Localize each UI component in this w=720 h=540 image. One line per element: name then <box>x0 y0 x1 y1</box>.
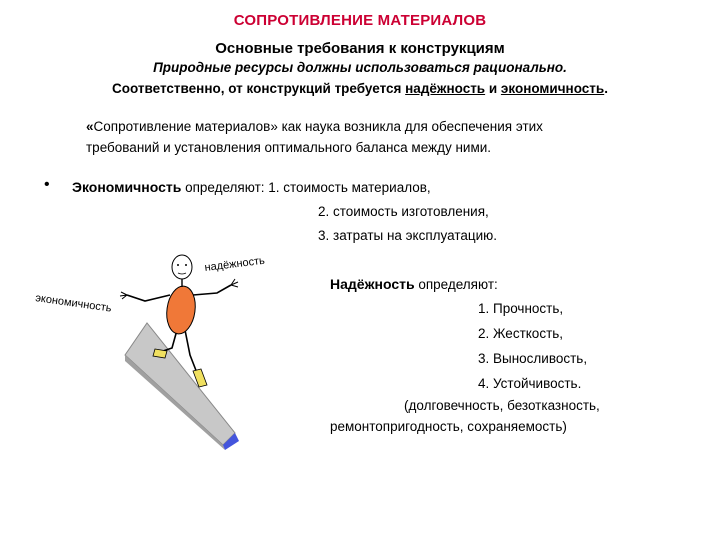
plank-top <box>125 323 235 445</box>
label-economy: экономичность <box>34 292 113 315</box>
right-hand <box>231 279 238 287</box>
body <box>164 284 198 335</box>
economy-item-3: 3. затраты на эксплуатацию. <box>318 228 498 243</box>
economy-definer: определяют: <box>181 180 265 195</box>
quote-mark: « <box>86 119 94 134</box>
slide-subtitle: Основные требования к конструкциям <box>215 40 505 57</box>
right-arm <box>193 285 231 295</box>
reliability-item-1: 1. Прочность, <box>478 301 564 316</box>
economy-item-1: 1. стоимость материалов, <box>264 180 431 195</box>
economy-item-2: 2. стоимость изготовления, <box>318 204 489 219</box>
reliability-note-1: (долговечность, безотказность, <box>404 398 600 413</box>
reliability-word: надёжность <box>405 81 486 96</box>
right-eye <box>185 264 187 266</box>
science-paragraph-line2: требований и установления оптимального баланса между ними. <box>86 140 492 155</box>
resources-statement: Природные ресурсы должны использоваться рационально. <box>153 60 567 75</box>
slide-title: СОПРОТИВЛЕНИЕ МАТЕРИАЛОВ <box>233 12 487 29</box>
left-shoe <box>153 349 167 358</box>
reliability-item-4: 4. Устойчивость. <box>478 376 582 391</box>
science-paragraph-line1 <box>86 119 646 134</box>
right-leg <box>185 330 197 373</box>
paragraph-line1-text: Сопротивление материалов» как наука возникла для обеспечения этих <box>93 119 543 134</box>
reliability-term: Надёжность <box>330 276 415 292</box>
head <box>172 255 192 279</box>
economy-word: экономичность <box>500 81 605 96</box>
reliability-definer: определяют: <box>414 277 498 292</box>
requirements-period: . <box>604 81 608 96</box>
reliability-definition <box>330 276 498 292</box>
requirements-statement <box>0 81 720 96</box>
reliability-item-3: 3. Выносливость, <box>478 351 588 366</box>
requirements-conjunction: и <box>485 81 501 96</box>
reliability-note-2: ремонтопригодность, сохраняемость) <box>330 419 567 434</box>
balancing-figure-illustration <box>25 245 315 455</box>
left-eye <box>177 264 179 266</box>
requirements-prefix: Соответственно, от конструкций требуется <box>112 81 406 96</box>
left-arm <box>127 295 170 301</box>
left-hand <box>120 292 127 299</box>
reliability-item-2: 2. Жесткость, <box>478 326 564 341</box>
bullet-marker: • <box>44 176 50 193</box>
economy-definition <box>72 179 431 195</box>
label-reliability: надёжность <box>203 254 266 274</box>
economy-term: Экономичность <box>72 179 182 195</box>
